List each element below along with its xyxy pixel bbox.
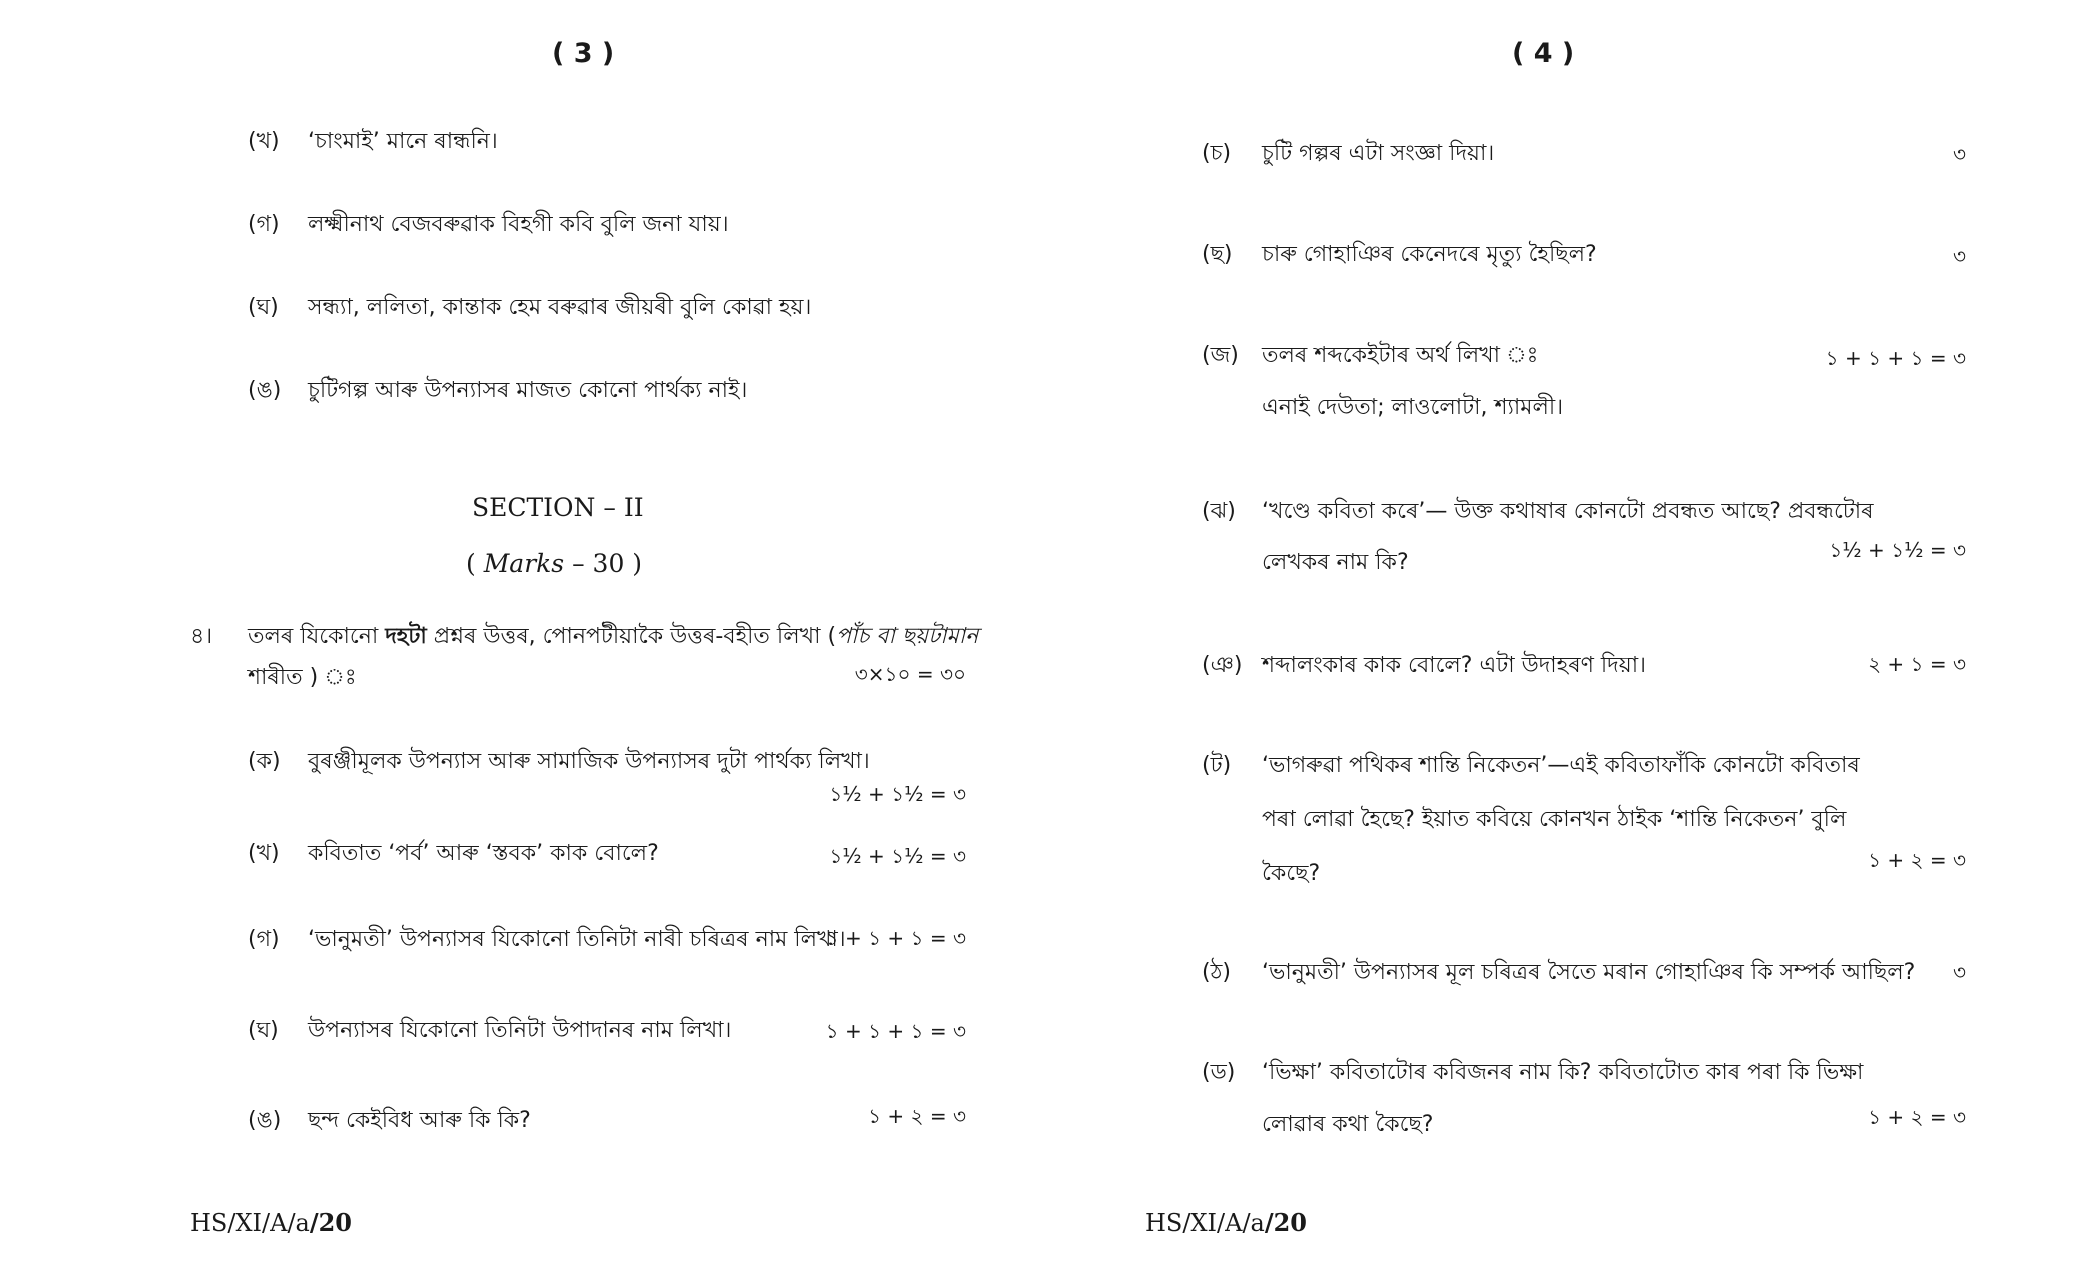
item-marks: ১ + ১ + ১ = ৩: [1825, 346, 1966, 370]
item-text: চুটিগল্প আৰু উপন্যাসৰ মাজত কোনো পাৰ্থক্য নাই।: [308, 378, 748, 403]
sub-item-label: (ঘ): [248, 1018, 279, 1043]
footer-code: HS/XI/A/a/20: [190, 1208, 353, 1237]
sub-item-marks: ১½ + ১½ = ৩: [829, 782, 966, 806]
item-marks: ৩: [1952, 244, 1966, 268]
item-text: তলৰ শব্দকেইটাৰ অৰ্থ লিখা ঃ: [1262, 343, 1539, 368]
item-label: (ঠ): [1202, 960, 1231, 985]
item-label: (খ): [248, 129, 280, 154]
sub-item-label: (ক): [248, 749, 281, 774]
item-text: সন্ধ্যা, ললিতা, কান্তাক হেম বৰুৱাৰ জীয়ৰী বুলি কোৱা হয়।: [308, 295, 812, 320]
sub-item-label: (গ): [248, 927, 280, 952]
item-label: (ছ): [1202, 242, 1233, 267]
item-label: (ঘ): [248, 295, 279, 320]
sub-item-marks: ১ + ১ + ১ = ৩: [825, 1019, 966, 1043]
sub-item-marks: ১ + ১ + ১ = ৩: [825, 926, 966, 950]
item-marks: ৩: [1952, 142, 1966, 166]
item-label: (জ): [1202, 343, 1239, 368]
question-instruction-line2: শাৰীত ) ঃ: [248, 665, 357, 690]
sub-item-text: ছন্দ কেইবিধ আৰু কি কি?: [308, 1108, 531, 1133]
sub-item-text: উপন্যাসৰ যিকোনো তিনিটা উপাদানৰ নাম লিখা।: [308, 1018, 732, 1043]
item-label: (ড): [1202, 1060, 1236, 1085]
sub-item-marks: ১½ + ১½ = ৩: [829, 844, 966, 868]
item-marks: ১ + ২ = ৩: [1868, 848, 1966, 872]
page-number: ( 3 ): [552, 38, 615, 69]
question-number: ৪।: [190, 624, 213, 649]
sub-item-marks: ১ + ২ = ৩: [868, 1104, 966, 1128]
item-text: ‘ভানুমতী’ উপন্যাসৰ মূল চৰিত্ৰৰ সৈতে মৰান গোহাঞিৰ কি সম্পৰ্ক আছিল?: [1262, 960, 1916, 985]
sub-item-text: কবিতাত ‘পৰ্ব’ আৰু ‘স্তবক’ কাক বোলে?: [308, 841, 659, 866]
item-text-line3: কৈছে?: [1262, 861, 1321, 886]
item-text: শব্দালংকাৰ কাক বোলে? এটা উদাহৰণ দিয়া।: [1262, 653, 1646, 678]
item-text-line2: লোৱাৰ কথা কৈছে?: [1262, 1112, 1434, 1137]
item-text: চুটি গল্পৰ এটা সংজ্ঞা দিয়া।: [1262, 141, 1495, 166]
item-text-line2: পৰা লোৱা হৈছে? ইয়াত কবিয়ে কোনখন ঠাইক ‘শান্তি নিকেতন’ বুলি: [1262, 807, 1847, 832]
item-label: (চ): [1202, 141, 1232, 166]
section-title: SECTION – II: [472, 493, 644, 522]
sub-item-label: (খ): [248, 841, 280, 866]
item-marks: ৩: [1952, 960, 1966, 984]
section-marks: ( Marks – 30 ): [466, 549, 643, 578]
total-marks: ৩×১০ = ৩০: [854, 662, 966, 686]
item-marks: ১½ + ১½ = ৩: [1829, 538, 1966, 562]
right-page: [1050, 0, 2100, 1275]
item-text: লক্ষ্মীনাথ বেজবৰুৱাক বিহগী কবি বুলি জনা যায়।: [308, 212, 729, 237]
item-marks: ২ + ১ = ৩: [1868, 652, 1966, 676]
item-text: ‘চাংমাই’ মানে ৰান্ধনি।: [308, 129, 498, 154]
item-text-line2: লেখকৰ নাম কি?: [1262, 550, 1409, 575]
item-label: (ট): [1202, 753, 1232, 778]
item-text: ‘খণ্ডে কবিতা কৰে’— উক্ত কথাষাৰ কোনটো প্ৰবন্ধত আছে? প্ৰবন্ধটোৰ: [1262, 499, 1874, 524]
item-text: চাৰু গোহাঞিৰ কেনেদৰে মৃত্যু হৈছিল?: [1262, 242, 1597, 267]
footer-code: HS/XI/A/a/20: [1145, 1208, 1308, 1237]
item-label: (ঞ): [1202, 653, 1243, 678]
page-number: ( 4 ): [1512, 38, 1575, 69]
sub-item-text: বুৰঞ্জীমূলক উপন্যাস আৰু সামাজিক উপন্যাসৰ দুটা পাৰ্থক্য লিখা।: [308, 749, 870, 774]
sub-item-label: (ঙ): [248, 1108, 282, 1133]
item-text-line2: এনাই দেউতা; লাওলোটা, শ্যামলী।: [1262, 395, 1564, 420]
item-label: (ঝ): [1202, 499, 1236, 524]
item-label: (গ): [248, 212, 280, 237]
question-instruction: তলৰ যিকোনো দহটা প্ৰশ্নৰ উত্তৰ, পোনপটীয়াকৈ উত্তৰ-বহীত লিখা (পাঁচ বা ছয়টামান: [248, 624, 979, 649]
sub-item-text: ‘ভানুমতী’ উপন্যাসৰ যিকোনো তিনিটা নাৰী চৰিত্ৰৰ নাম লিখা।: [308, 927, 846, 952]
item-label: (ঙ): [248, 378, 282, 403]
item-marks: ১ + ২ = ৩: [1868, 1105, 1966, 1129]
item-text: ‘ভাগৰুৱা পথিকৰ শান্তি নিকেতন’—এই কবিতাফাঁকি কোনটো কবিতাৰ: [1262, 753, 1860, 778]
item-text: ‘ভিক্ষা’ কবিতাটোৰ কবিজনৰ নাম কি? কবিতাটোত কাৰ পৰা কি ভিক্ষা: [1262, 1060, 1864, 1085]
